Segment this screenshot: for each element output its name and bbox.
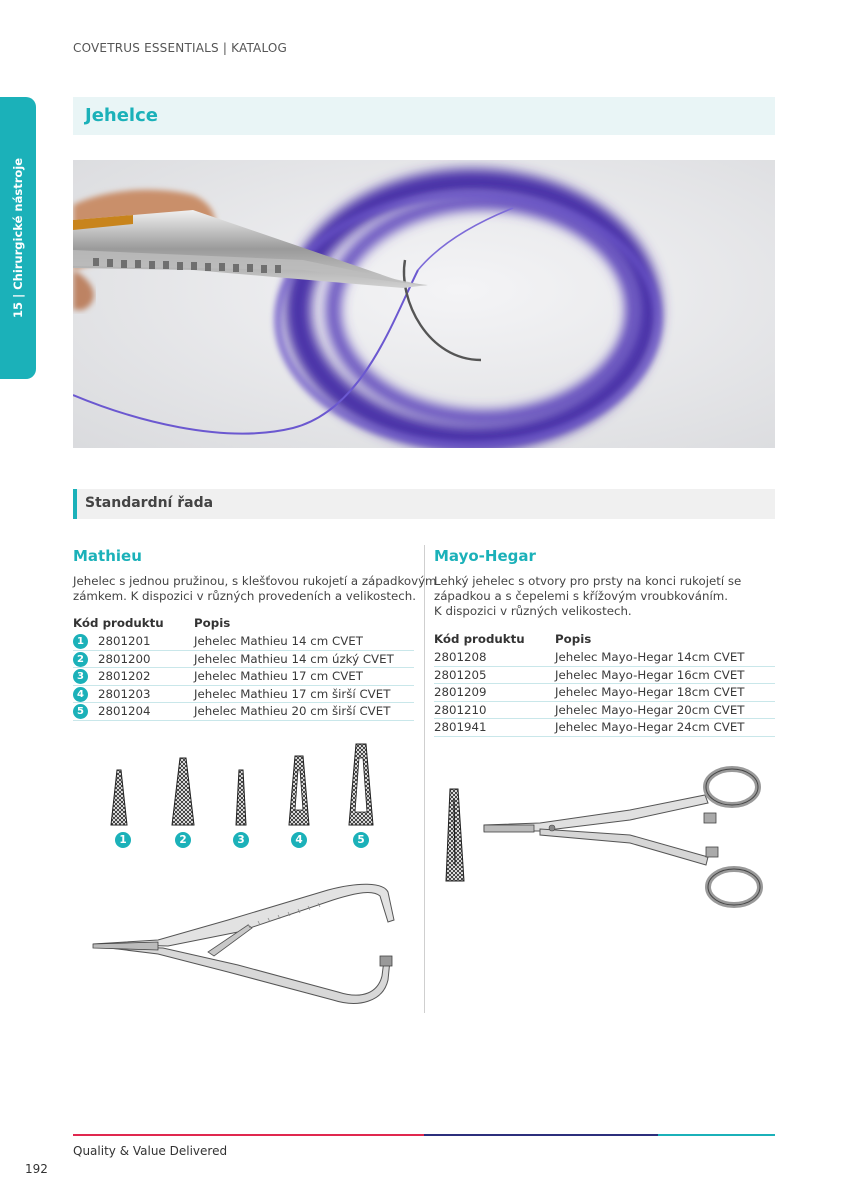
table-row [434, 684, 775, 702]
product-description: Jehelec Mathieu 14 cm úzký CVET [194, 651, 394, 666]
mayo-product-table [434, 649, 775, 737]
product-code: 2801200 [98, 651, 151, 666]
product-description: Jehelec Mathieu 17 cm CVET [194, 669, 363, 684]
row-number-badge: 4 [73, 687, 88, 702]
tip-badge: 2 [175, 832, 191, 848]
product-code: 2801201 [98, 634, 151, 648]
mathieu-needle-holder-illustration [88, 880, 398, 1005]
mayo-hegar-needle-holder-illustration [480, 765, 770, 910]
table-row [434, 702, 775, 720]
mathieu-description-line: zámkem. K dispozici v různých provedeních a velikostech. [73, 589, 416, 603]
tip-badge: 1 [115, 832, 131, 848]
table-row [434, 649, 775, 667]
running-header: COVETRUS ESSENTIALS | KATALOG [73, 41, 288, 55]
page-number: 192 [25, 1162, 48, 1176]
product-code: 2801204 [98, 704, 151, 719]
footer-tagline: Quality & Value Delivered [73, 1144, 228, 1158]
mayo-description [434, 574, 741, 619]
product-code: 2801210 [434, 702, 487, 717]
product-description: Jehelec Mayo-Hegar 18cm CVET [555, 685, 745, 700]
product-description: Jehelec Mayo-Hegar 20cm CVET [555, 702, 745, 717]
product-description: Jehelec Mathieu 20 cm širší CVET [194, 704, 391, 719]
row-number-badge: 5 [73, 704, 88, 719]
mayo-description-line: západkou a s čepelemi s křížovým vroubkováním. [434, 589, 728, 603]
product-code: 2801941 [434, 720, 487, 735]
table-row [434, 667, 775, 685]
mathieu-col-code: Kód produktu [73, 616, 164, 630]
column-divider [424, 545, 425, 1013]
jaw-tips-illustration [100, 740, 390, 830]
footer-stripe-teal [658, 1134, 775, 1136]
row-number-badge: 3 [73, 669, 88, 684]
table-row [73, 633, 414, 651]
mayo-description-line: K dispozici v různých velikostech. [434, 604, 632, 618]
row-number-badge: 2 [73, 652, 88, 667]
tip-badge: 4 [291, 832, 307, 848]
tip-badge: 3 [233, 832, 249, 848]
table-row [73, 651, 414, 669]
tip-badge: 5 [353, 832, 369, 848]
mayo-jaw-tip-illustration [440, 785, 470, 885]
chapter-tab-label: 15 | Chirurgické nástroje [11, 157, 25, 319]
chapter-side-tab [0, 97, 36, 379]
mayo-col-desc: Popis [555, 632, 592, 646]
product-description: Jehelec Mathieu 14 cm CVET [194, 634, 363, 648]
section-title: Standardní řada [85, 495, 214, 511]
row-number-badge: 1 [73, 634, 88, 649]
product-description: Jehelec Mayo-Hegar 24cm CVET [555, 720, 745, 735]
mathieu-title: Mathieu [73, 547, 142, 565]
product-code: 2801209 [434, 685, 487, 700]
jaw-tip-1 [111, 770, 127, 825]
product-code: 2801205 [434, 667, 487, 682]
mayo-description-line: Lehký jehelec s otvory pro prsty na konci rukojetí se [434, 574, 742, 588]
section-header [73, 489, 775, 519]
mathieu-description [73, 574, 437, 604]
jaw-tip-3 [236, 770, 246, 825]
table-row [434, 719, 775, 737]
mathieu-product-table [73, 633, 414, 721]
mathieu-col-desc: Popis [194, 616, 231, 630]
product-description: Jehelec Mayo-Hegar 14cm CVET [555, 650, 745, 664]
mathieu-description-line: Jehelec s jednou pružinou, s klešťovou rukojetí a západkovým [73, 574, 437, 588]
product-description: Jehelec Mayo-Hegar 16cm CVET [555, 667, 745, 682]
product-code: 2801208 [434, 650, 487, 664]
hero-photo [73, 160, 775, 448]
mayo-title: Mayo-Hegar [434, 547, 536, 565]
product-code: 2801203 [98, 686, 151, 701]
table-row [73, 686, 414, 704]
needle-holder-photo-illustration [73, 160, 775, 448]
product-description: Jehelec Mathieu 17 cm širší CVET [194, 686, 391, 701]
page-title-bar [73, 97, 775, 135]
jaw-tip-2 [172, 758, 194, 825]
table-row [73, 703, 414, 721]
table-row [73, 668, 414, 686]
page-title: Jehelce [85, 105, 158, 126]
mayo-col-code: Kód produktu [434, 632, 525, 646]
footer-stripe-red [73, 1134, 424, 1136]
product-code: 2801202 [98, 669, 151, 684]
footer-stripe-navy [424, 1134, 658, 1136]
